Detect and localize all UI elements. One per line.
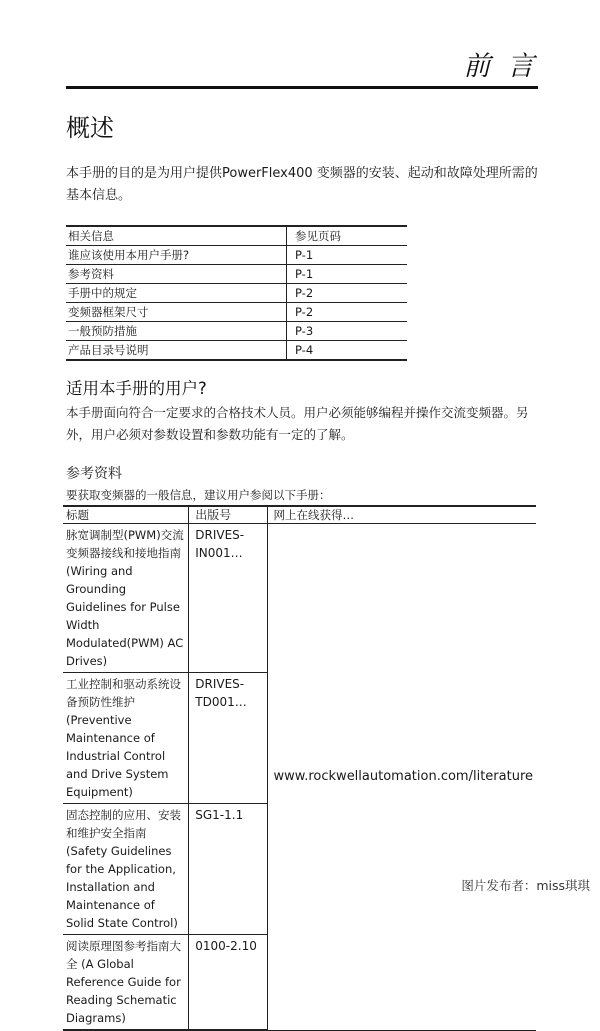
table-row	[66, 341, 407, 361]
table-cell: 参考资料	[66, 265, 287, 284]
reference-title: 固态控制的应用、安装和维护安全指南(Safety Guidelines for the Application, Installation and Maintenance of Solid State Control)	[63, 804, 189, 935]
header-cell: 网上在线获得…	[267, 506, 536, 524]
table-row	[66, 322, 407, 341]
table-cell: 一般预防措施	[66, 322, 287, 341]
users-paragraph: 本手册面向符合一定要求的合格技术人员。用户必须能够编程并操作交流变频器。另外，用户必须对参数设置和参数功能有一定的了解。	[66, 405, 529, 442]
section-title: 概述	[66, 114, 114, 142]
page-ref-cell: P-2	[287, 284, 408, 303]
publication-number: SG1-1.1	[189, 804, 267, 935]
online-link[interactable]: www.rockwellautomation.com/literature	[267, 524, 536, 1031]
header-cell: 标题	[63, 506, 189, 524]
header-cell: 出版号	[189, 506, 267, 524]
publication-number: DRIVES-TD001…	[189, 673, 267, 804]
table-cell: 手册中的规定	[66, 284, 287, 303]
table-row	[66, 284, 407, 303]
publication-number: 0100-2.10	[189, 935, 267, 1031]
page-ref-cell: P-1	[287, 265, 408, 284]
reference-title: 工业控制和驱动系统设备预防性维护(Preventive Maintenance of Industrial Control and Drive System Equipment)	[63, 673, 189, 804]
table-row	[66, 265, 407, 284]
references-table	[63, 505, 536, 1031]
reference-title: 阅读原理图参考指南大全 (A Global Reference Guide for Reading Schematic Diagrams)	[63, 935, 189, 1031]
header-rule	[66, 86, 538, 89]
reference-title: 脉宽调制型(PWM)交流变频器接线和接地指南 (Wiring and Grounding Guidelines for Pulse Width Modulated(PWM) AC Drives)	[63, 524, 189, 673]
intro-paragraph: 本手册的目的是为用户提供PowerFlex400 变频器的安装、起动和故障处理所需的基本信息。	[66, 166, 538, 203]
header-cell: 相关信息	[66, 226, 287, 246]
table-cell: 变频器框架尺寸	[66, 303, 287, 322]
table-row	[66, 246, 407, 265]
table-row	[63, 524, 536, 673]
publisher-credit: 图片发布者：miss琪琪	[461, 878, 590, 893]
header-cell: 参见页码	[287, 226, 408, 246]
page-ref-cell: P-1	[287, 246, 408, 265]
table-cell: 产品目录号说明	[66, 341, 287, 361]
contents-table	[66, 225, 407, 361]
table-header-row	[63, 506, 536, 524]
publication-number: DRIVES-IN001…	[189, 524, 267, 673]
chapter-title: 前 言	[463, 51, 538, 82]
table-row	[66, 303, 407, 322]
table-cell: 谁应该使用本用户手册?	[66, 246, 287, 265]
users-heading: 适用本手册的用户?	[66, 379, 207, 398]
page-ref-cell: P-2	[287, 303, 408, 322]
page-ref-cell: P-3	[287, 322, 408, 341]
table-header-row	[66, 226, 407, 246]
references-subtitle: 要获取变频器的一般信息，建议用户参阅以下手册：	[66, 488, 331, 502]
page-ref-cell: P-4	[287, 341, 408, 361]
references-heading: 参考资料	[66, 466, 122, 482]
